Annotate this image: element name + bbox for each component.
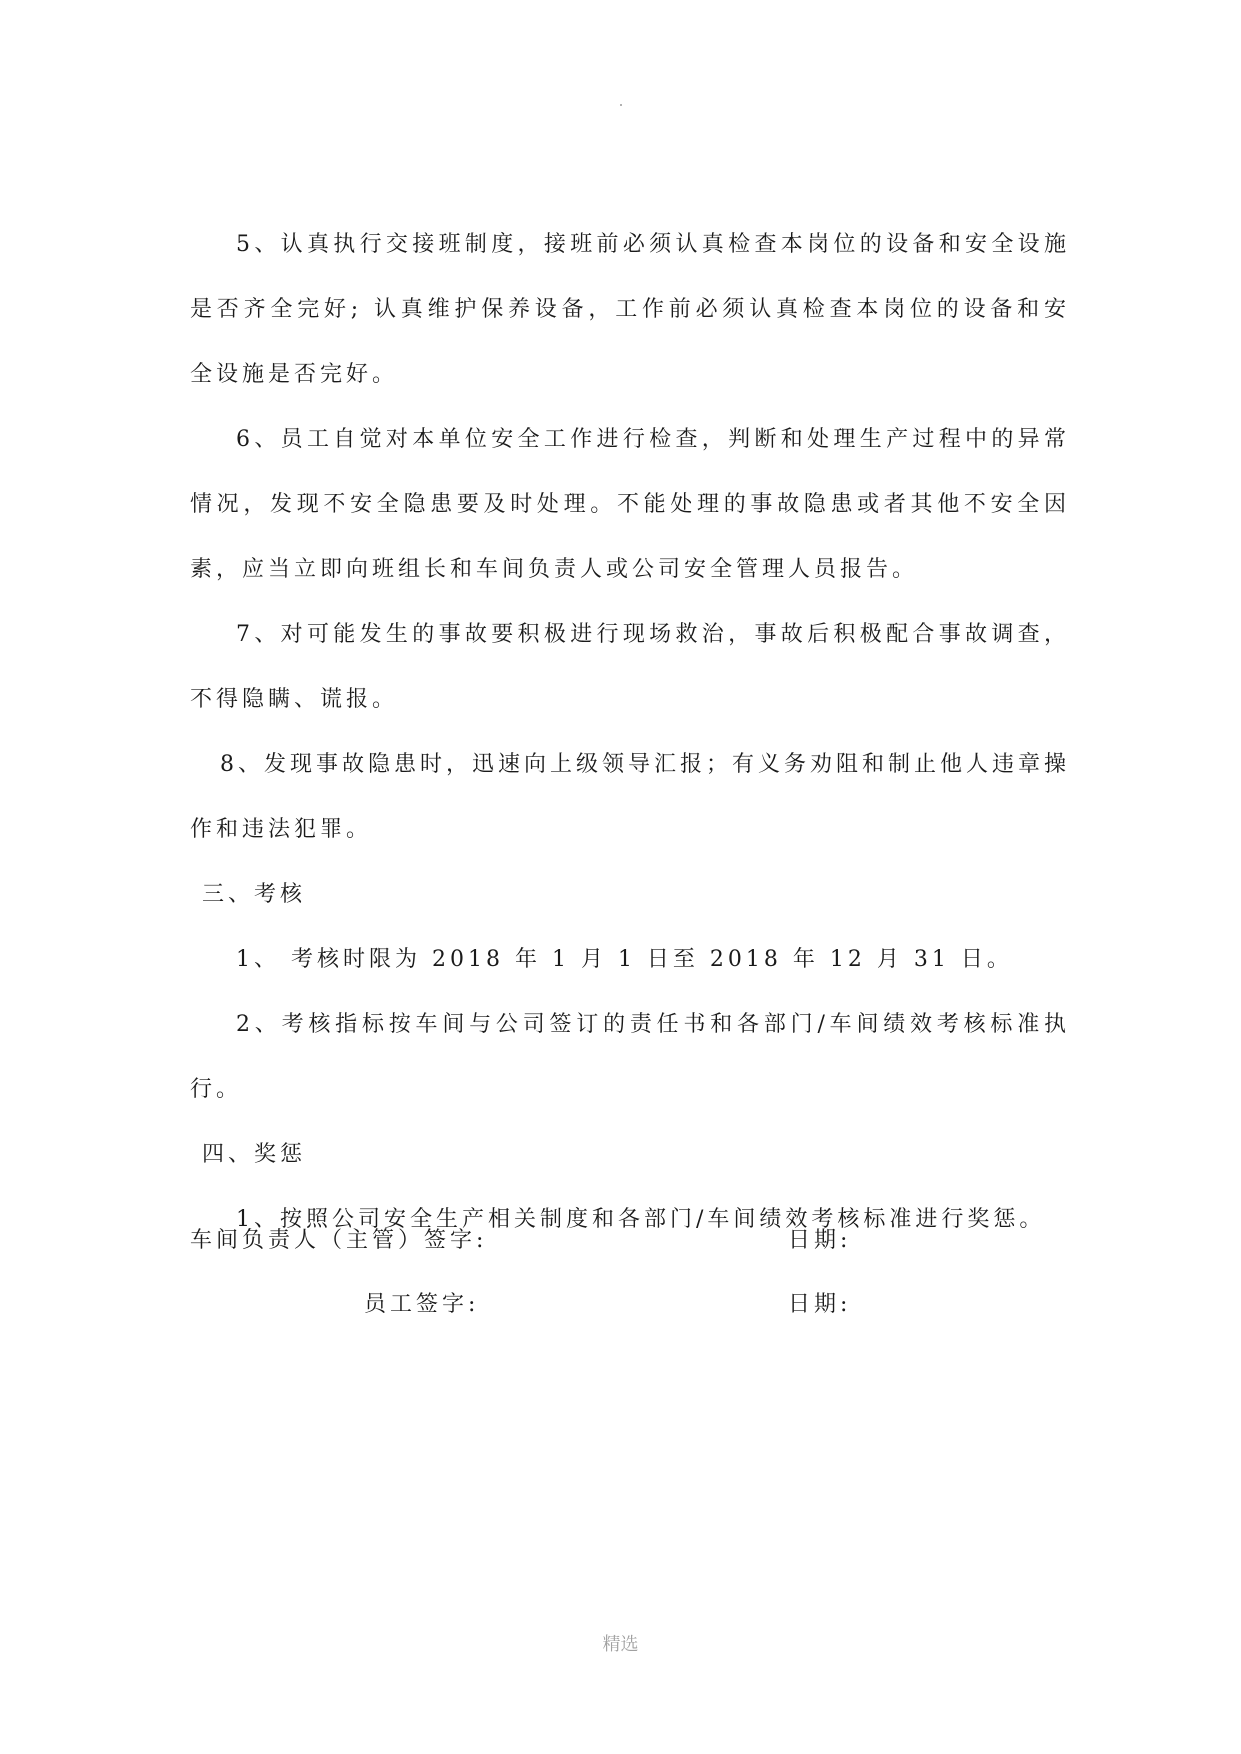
section-heading-assessment: 三、考核 [202,882,307,907]
assessment-item-2: 2、考核指标按车间与公司签订的责任书和各部门/车间绩效考核标准执行。 [190,1012,1070,1102]
header-dot [620,104,622,106]
document-body [190,212,1070,1252]
employee-date-label: 日期: [788,1292,852,1317]
rewards-item-1: 1、按照公司安全生产相关制度和各部门/车间绩效考核标准进行奖惩。 [236,1207,1046,1232]
assessment-item-1: 1、 考核时限为 2018 年 1 月 1 日至 2018 年 12 月 31 日。 [236,947,1013,972]
supervisor-date-label: 日期: [788,1228,852,1253]
section-heading-rewards-penalties: 四、奖惩 [202,1142,307,1167]
employee-signature-label: 员工签字: [364,1292,480,1317]
paragraph-item-7: 7、对可能发生的事故要积极进行现场救治，事故后积极配合事故调查，不得隐瞒、谎报。 [190,622,1070,712]
paragraph-item-6: 6、员工自觉对本单位安全工作进行检查，判断和处理生产过程中的异常情况，发现不安全隐患要及时处理。不能处理的事故隐患或者其他不安全因素，应当立即向班组长和车间负责人或公司安全管理人员报告。 [190,427,1070,582]
supervisor-signature-label: 车间负责人（主管）签字: [190,1228,488,1253]
page-footer: 精选 [602,1634,639,1655]
paragraph-item-5: 5、认真执行交接班制度，接班前必须认真检查本岗位的设备和安全设施是否齐全完好; 认真维护保养设备，工作前必须认真检查本岗位的设备和安全设施是否完好。 [190,232,1070,387]
paragraph-item-8: 8、发现事故隐患时，迅速向上级领导汇报；有义务劝阻和制止他人违章操作和违法犯罪。 [190,752,1070,842]
